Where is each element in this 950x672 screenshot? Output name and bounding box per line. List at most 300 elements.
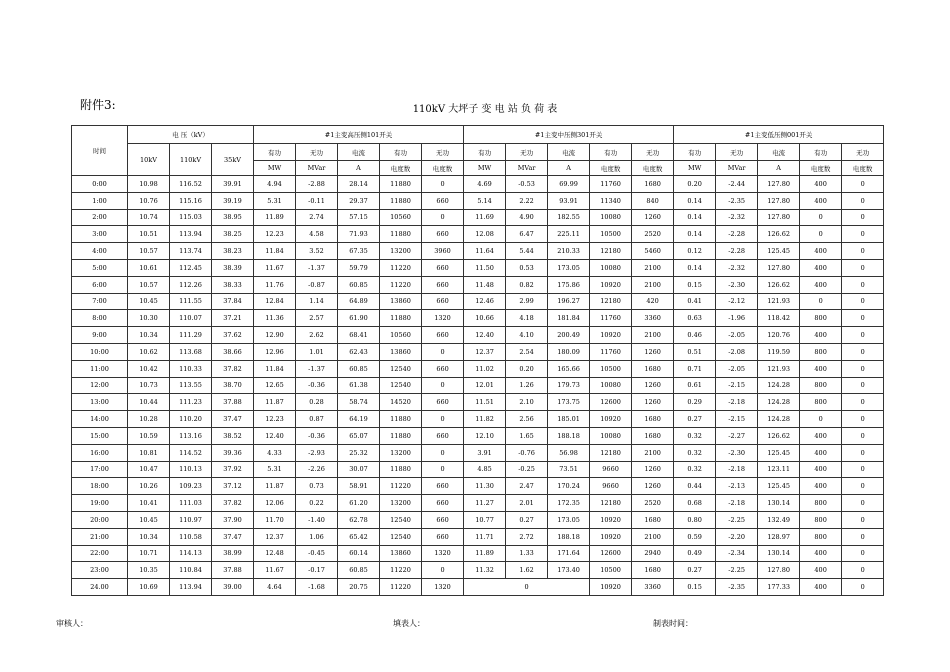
cell-time: 22:00 [72,545,128,562]
cell-001: 124.28 [758,394,800,411]
cell-101: 10560 [380,209,422,226]
cell-001: 0 [842,293,884,310]
header-voltage-col: 10kV [128,144,170,176]
cell-101: 12.06 [254,495,296,512]
cell-time: 4:00 [72,243,128,260]
cell-101: -0.36 [296,427,338,444]
cell-301: 12600 [590,545,632,562]
table-row [72,259,884,276]
cell-voltage: 110.33 [170,360,212,377]
cell-001: 800 [800,394,842,411]
cell-101: 660 [422,259,464,276]
cell-001: 0.20 [674,176,716,193]
cell-301: 2520 [632,226,674,243]
cell-101: 59.79 [338,259,380,276]
table-row [72,478,884,495]
header-voltage-col: 110kV [170,144,212,176]
cell-101: 11880 [380,226,422,243]
cell-001: 400 [800,192,842,209]
cell-301: 3.91 [464,444,506,461]
cell-301: 56.98 [548,444,590,461]
cell-301: 0.82 [506,276,548,293]
cell-301: 10500 [590,226,632,243]
cell-001: -2.15 [716,411,758,428]
cell-101: 4.94 [254,176,296,193]
footer-filler: 填表人： [393,619,425,628]
cell-101: 1.01 [296,343,338,360]
cell-301: 173.40 [548,562,590,579]
header-sub-name: 有功 [380,144,422,161]
cell-301: 165.66 [548,360,590,377]
cell-001: 0.12 [674,243,716,260]
cell-001: -1.96 [716,310,758,327]
header-sub-unit: 电度数 [842,161,884,176]
header-switch-301: #1主变中压侧301开关 [464,126,674,144]
cell-voltage: 37.82 [212,360,254,377]
cell-301: 1680 [632,511,674,528]
cell-101: 11.36 [254,310,296,327]
cell-voltage: 115.16 [170,192,212,209]
cell-001: 120.76 [758,327,800,344]
cell-101: 62.43 [338,343,380,360]
cell-301: 188.18 [548,427,590,444]
cell-voltage: 10.62 [128,343,170,360]
cell-voltage: 37.62 [212,327,254,344]
table-row [72,511,884,528]
cell-101: 660 [422,327,464,344]
cell-101: 11880 [380,427,422,444]
cell-101: 12540 [380,528,422,545]
cell-301: 225.11 [548,226,590,243]
table-row [72,562,884,579]
cell-voltage: 113.16 [170,427,212,444]
cell-001: 126.62 [758,427,800,444]
cell-001: 400 [800,478,842,495]
cell-001: 0 [800,411,842,428]
cell-301: 1680 [632,562,674,579]
cell-101: 11.70 [254,511,296,528]
cell-001: -2.32 [716,209,758,226]
cell-voltage: 37.90 [212,511,254,528]
cell-001: 0 [842,394,884,411]
cell-101: 13200 [380,495,422,512]
cell-voltage: 39.19 [212,192,254,209]
cell-301: 12.37 [464,343,506,360]
cell-001: 0 [842,276,884,293]
cell-voltage: 113.94 [170,226,212,243]
cell-001: 0.32 [674,444,716,461]
cell-voltage: 37.47 [212,528,254,545]
table-row [72,343,884,360]
cell-301: 12180 [590,495,632,512]
cell-101: 13200 [380,444,422,461]
cell-voltage: 37.21 [212,310,254,327]
cell-001: 0.49 [674,545,716,562]
header-voltage-col: 35kV [212,144,254,176]
cell-001: 0 [800,209,842,226]
cell-301: 11.32 [464,562,506,579]
cell-001: 0 [842,478,884,495]
cell-time: 11:00 [72,360,128,377]
cell-301: 1.62 [506,562,548,579]
cell-101: 0 [422,343,464,360]
cell-101: 11.84 [254,243,296,260]
cell-301: 175.86 [548,276,590,293]
cell-voltage: 10.57 [128,243,170,260]
cell-time: 14:00 [72,411,128,428]
cell-301: 4.69 [464,176,506,193]
cell-301: 1260 [632,343,674,360]
cell-001: 800 [800,377,842,394]
cell-301: 4.90 [506,209,548,226]
cell-001: 0 [842,360,884,377]
cell-voltage: 10.42 [128,360,170,377]
cell-voltage: 10.71 [128,545,170,562]
cell-001: 800 [800,310,842,327]
cell-301: 4.85 [464,461,506,478]
cell-101: 660 [422,495,464,512]
cell-101: 0 [422,209,464,226]
cell-301: 11.64 [464,243,506,260]
cell-101: 0 [422,176,464,193]
cell-voltage: 37.47 [212,411,254,428]
cell-001: 800 [800,511,842,528]
cell-101: 2.74 [296,209,338,226]
cell-301: 3360 [632,579,674,596]
cell-time: 2:00 [72,209,128,226]
cell-001: -2.13 [716,478,758,495]
header-sub-name: 有功 [800,144,842,161]
cell-001: 0 [800,293,842,310]
cell-voltage: 114.13 [170,545,212,562]
cell-voltage: 38.99 [212,545,254,562]
cell-301: 182.55 [548,209,590,226]
table-row [72,394,884,411]
cell-001: 0.32 [674,427,716,444]
cell-voltage: 10.44 [128,394,170,411]
cell-time: 16:00 [72,444,128,461]
cell-301: 173.05 [548,259,590,276]
cell-301: 10080 [590,377,632,394]
cell-301: 11760 [590,343,632,360]
cell-001: 0.51 [674,343,716,360]
cell-101: 13860 [380,293,422,310]
cell-301: 2.10 [506,394,548,411]
cell-101: -2.88 [296,176,338,193]
cell-301: 2.99 [506,293,548,310]
cell-101: 12540 [380,377,422,394]
cell-001: 125.45 [758,478,800,495]
cell-001: 127.80 [758,209,800,226]
cell-001: 0.61 [674,377,716,394]
cell-101: 1320 [422,545,464,562]
cell-voltage: 111.03 [170,495,212,512]
cell-101: 11.84 [254,360,296,377]
cell-time: 19:00 [72,495,128,512]
cell-101: 660 [422,192,464,209]
cell-101: 12.37 [254,528,296,545]
cell-voltage: 38.33 [212,276,254,293]
cell-001: 130.14 [758,545,800,562]
cell-301: 0.20 [506,360,548,377]
cell-001: 127.80 [758,259,800,276]
cell-001: 123.11 [758,461,800,478]
cell-001: 400 [800,176,842,193]
cell-001: 0.80 [674,511,716,528]
cell-301: 2.47 [506,478,548,495]
cell-101: 0.87 [296,411,338,428]
cell-301: 2.01 [506,495,548,512]
cell-101: 1.14 [296,293,338,310]
cell-301: 170.24 [548,478,590,495]
cell-301: 196.27 [548,293,590,310]
cell-001: 400 [800,259,842,276]
cell-101: 65.42 [338,528,380,545]
cell-101: 12.90 [254,327,296,344]
cell-301: 2100 [632,259,674,276]
cell-101: 12540 [380,360,422,377]
cell-voltage: 112.45 [170,259,212,276]
cell-001: 0.44 [674,478,716,495]
footer-reviewer: 审核人： [56,619,88,628]
cell-101: 58.74 [338,394,380,411]
cell-101: 11880 [380,192,422,209]
cell-301: 1260 [632,394,674,411]
cell-time: 13:00 [72,394,128,411]
cell-301: 11.27 [464,495,506,512]
cell-301: 1260 [632,461,674,478]
cell-301: 1680 [632,411,674,428]
cell-301: 10080 [590,259,632,276]
cell-voltage: 37.82 [212,495,254,512]
cell-001: -2.12 [716,293,758,310]
cell-101: 11.67 [254,562,296,579]
cell-001: 400 [800,562,842,579]
cell-301: 5.14 [464,192,506,209]
cell-101: 60.85 [338,562,380,579]
cell-001: 0 [842,226,884,243]
cell-101: 1320 [422,579,464,596]
cell-301: 11.71 [464,528,506,545]
cell-101: 660 [422,528,464,545]
cell-time: 10:00 [72,343,128,360]
cell-301: 10920 [590,411,632,428]
cell-301: 73.51 [548,461,590,478]
cell-101: 1320 [422,310,464,327]
cell-301: 2100 [632,444,674,461]
cell-001: -2.27 [716,427,758,444]
cell-101: 4.64 [254,579,296,596]
cell-voltage: 39.91 [212,176,254,193]
cell-001: 177.33 [758,579,800,596]
cell-001: 0 [842,511,884,528]
cell-301: 185.01 [548,411,590,428]
cell-001: 130.14 [758,495,800,512]
cell-voltage: 10.98 [128,176,170,193]
cell-time: 18:00 [72,478,128,495]
cell-voltage: 10.51 [128,226,170,243]
cell-101: 62.78 [338,511,380,528]
cell-101: 12.84 [254,293,296,310]
cell-001: 0.14 [674,192,716,209]
cell-101: 11220 [380,276,422,293]
cell-101: -1.68 [296,579,338,596]
cell-001: 0.14 [674,259,716,276]
table-row [72,327,884,344]
cell-301: 11.48 [464,276,506,293]
cell-voltage: 10.81 [128,444,170,461]
cell-301: 12180 [590,243,632,260]
cell-101: 12.65 [254,377,296,394]
header-time: 时间 [72,126,128,176]
cell-301: 2940 [632,545,674,562]
cell-voltage: 111.55 [170,293,212,310]
cell-001: 132.49 [758,511,800,528]
table-row [72,579,884,596]
cell-001: -2.15 [716,377,758,394]
cell-301: 12.10 [464,427,506,444]
header-switch-101: #1主变高压侧101开关 [254,126,464,144]
cell-voltage: 38.25 [212,226,254,243]
cell-301: 10080 [590,209,632,226]
cell-101: 12.23 [254,411,296,428]
cell-101: 30.07 [338,461,380,478]
cell-001: 800 [800,343,842,360]
cell-301: 10.77 [464,511,506,528]
cell-001: 400 [800,427,842,444]
footer-date: 制表时间： [653,619,693,628]
cell-101: 4.33 [254,444,296,461]
header-switch-001: #1主变低压侧001开关 [674,126,884,144]
header-sub-unit: MW [674,161,716,176]
header-sub-unit: A [548,161,590,176]
cell-301: 12.01 [464,377,506,394]
cell-301: 11760 [590,310,632,327]
cell-301: 12.46 [464,293,506,310]
header-sub-name: 电流 [548,144,590,161]
cell-301: 11.69 [464,209,506,226]
cell-301: 840 [632,192,674,209]
cell-time: 3:00 [72,226,128,243]
cell-001: 0.14 [674,209,716,226]
cell-001: 127.80 [758,192,800,209]
cell-001: 400 [800,243,842,260]
header-sub-unit: 电度数 [380,161,422,176]
cell-101: 3960 [422,243,464,260]
attachment-label: 附件3: [80,98,116,112]
cell-voltage: 114.52 [170,444,212,461]
cell-time: 21:00 [72,528,128,545]
cell-voltage: 110.84 [170,562,212,579]
cell-voltage: 10.34 [128,327,170,344]
cell-301: 5.44 [506,243,548,260]
cell-voltage: 10.45 [128,293,170,310]
cell-time: 12:00 [72,377,128,394]
cell-time: 1:00 [72,192,128,209]
cell-101: 14520 [380,394,422,411]
cell-101: 58.91 [338,478,380,495]
cell-101: -1.40 [296,511,338,528]
cell-301: 188.18 [548,528,590,545]
cell-101: 12.40 [254,427,296,444]
cell-101: 64.89 [338,293,380,310]
cell-301: 420 [632,293,674,310]
cell-101: 0.73 [296,478,338,495]
cell-001: 0 [842,377,884,394]
cell-101: 11880 [380,411,422,428]
cell-101: 5.31 [254,461,296,478]
cell-301: 2.22 [506,192,548,209]
cell-voltage: 111.23 [170,394,212,411]
cell-001: 0 [842,495,884,512]
cell-001: 0 [842,343,884,360]
cell-101: 0 [422,461,464,478]
cell-001: 400 [800,327,842,344]
cell-301: 93.91 [548,192,590,209]
cell-voltage: 10.74 [128,209,170,226]
cell-301: 11.51 [464,394,506,411]
cell-101: -2.26 [296,461,338,478]
cell-voltage: 113.94 [170,579,212,596]
cell-001: 127.80 [758,176,800,193]
cell-voltage: 116.52 [170,176,212,193]
cell-voltage: 110.58 [170,528,212,545]
cell-301: 1260 [632,478,674,495]
cell-101: 660 [422,360,464,377]
cell-301: 172.35 [548,495,590,512]
header-sub-name: 无功 [296,144,338,161]
cell-001: 0 [842,192,884,209]
cell-001: 124.28 [758,411,800,428]
cell-001: 0.41 [674,293,716,310]
cell-101: 11.87 [254,478,296,495]
table-row [72,377,884,394]
header-sub-name: 无功 [842,144,884,161]
header-sub-name: 电流 [338,144,380,161]
cell-001: -2.35 [716,579,758,596]
cell-101: 61.20 [338,495,380,512]
cell-101: 11.89 [254,209,296,226]
cell-001: -2.20 [716,528,758,545]
cell-time: 20:00 [72,511,128,528]
header-sub-unit: MVar [716,161,758,176]
cell-001: 0 [800,226,842,243]
cell-101: 13860 [380,545,422,562]
cell-001: -2.08 [716,343,758,360]
cell-101: 0 [422,562,464,579]
table-row [72,528,884,545]
cell-301: 12180 [590,293,632,310]
table-row [72,427,884,444]
cell-001: -2.18 [716,495,758,512]
header-sub-name: 无功 [422,144,464,161]
cell-001: 121.93 [758,360,800,377]
cell-101: 0.28 [296,394,338,411]
cell-101: 660 [422,226,464,243]
cell-301: 12.40 [464,327,506,344]
table-row [72,545,884,562]
cell-001: 400 [800,444,842,461]
cell-101: 660 [422,276,464,293]
cell-301: 11340 [590,192,632,209]
cell-101: 5.31 [254,192,296,209]
header-sub-name: 有功 [254,144,296,161]
header-sub-unit: 电度数 [590,161,632,176]
cell-101: 61.38 [338,377,380,394]
cell-101: 2.62 [296,327,338,344]
cell-101: 11.67 [254,259,296,276]
cell-voltage: 38.52 [212,427,254,444]
